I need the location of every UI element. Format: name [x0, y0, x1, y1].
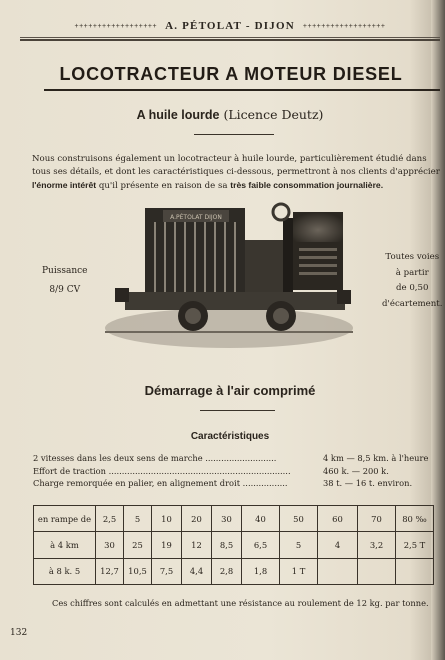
spec-label: 2 vitesses dans les deux sens de marche ...........................	[33, 453, 277, 463]
table-cell	[358, 558, 396, 584]
table-row	[34, 532, 434, 558]
page-header	[20, 18, 440, 34]
spec-label: Effort de traction .....................................................................	[33, 465, 291, 476]
table-cell: 60	[318, 506, 358, 532]
loco-nameplate: A.PÉTOLAT DIJON	[170, 214, 222, 221]
table-cell: 3,2	[358, 532, 396, 558]
power-block	[42, 262, 88, 300]
firm-name: A. PÉTOLAT - DIJON	[165, 20, 295, 32]
power-label: Puissance	[42, 266, 88, 276]
subtitle	[20, 107, 440, 122]
table-cell: 30	[212, 506, 242, 532]
table-cell: 4,4	[182, 558, 212, 584]
table-cell: 80 ‰	[396, 506, 434, 532]
specs-list	[33, 452, 443, 490]
table-row	[34, 506, 434, 532]
table-cell: 70	[358, 506, 396, 532]
page-title: LOCOTRACTEUR A MOTEUR DIESEL	[59, 64, 403, 84]
section-rule	[200, 410, 275, 411]
table-cell: 7,5	[152, 558, 182, 584]
track-line-4: d'écartement.	[382, 298, 443, 309]
spec-value: 38 t. — 16 t. environ.	[323, 478, 413, 488]
intro-text-1: Nous construisons également un locotracteur à huile lourde, particulièrement étudié dans tous ses détails, et dont les caractéristiques ci-dessous, permettront à nos clients d'apprécier	[32, 154, 440, 177]
spec-row	[33, 465, 443, 478]
intro-paragraph	[32, 153, 442, 193]
table-cell: 2,8	[212, 558, 242, 584]
intro-bold-1: l'énorme intérêt	[32, 180, 97, 190]
start-section-title: Démarrage à l'air comprimé	[144, 383, 316, 398]
table-cell: 6,5	[242, 532, 280, 558]
table-cell: 8,5	[212, 532, 242, 558]
locomotive-photo	[105, 200, 353, 350]
table-cell: 50	[280, 506, 318, 532]
power-value: 8/9 CV	[49, 285, 81, 295]
intro-text-2: qu'il présente en raison de sa	[96, 181, 231, 191]
table-cell: 4	[318, 532, 358, 558]
table-cell	[318, 558, 358, 584]
table-cell: à 8 k. 5	[34, 558, 96, 584]
table-cell: 19	[152, 532, 182, 558]
table-cell: 5	[280, 532, 318, 558]
spec-value: 460 k. — 200 k.	[323, 465, 389, 476]
gradient-load-table	[33, 505, 434, 585]
table-cell: 1,8	[242, 558, 280, 584]
subtitle-normal: (Licence Deutz)	[223, 107, 324, 122]
header-crosses-right: ++++++++++++++++++	[302, 22, 386, 30]
table-cell	[396, 558, 434, 584]
track-gauge-block	[382, 250, 443, 312]
table-cell: 30	[96, 532, 124, 558]
table-cell: à 4 km	[34, 532, 96, 558]
table-cell: 10,5	[124, 558, 152, 584]
table-cell: 40	[242, 506, 280, 532]
table-cell: 12,7	[96, 558, 124, 584]
spec-row	[33, 452, 443, 465]
spec-row	[33, 477, 443, 490]
subtitle-bold: A huile lourde	[136, 108, 220, 122]
table-cell: 12	[182, 532, 212, 558]
track-line-2: à partir	[395, 267, 429, 278]
spec-label: Charge remorquée en palier, en alignement droit .................	[33, 478, 288, 488]
intro-bold-2: très faible consommation journalière.	[230, 180, 384, 190]
table-cell: 25	[124, 532, 152, 558]
track-line-3: de 0,50	[396, 283, 429, 293]
page-number: 132	[10, 628, 28, 638]
characteristics-heading: Caractéristiques	[190, 431, 270, 442]
spec-value: 4 km — 8,5 km. à l'heure	[323, 453, 429, 463]
subtitle-rule	[194, 134, 274, 135]
table-cell: 10	[152, 506, 182, 532]
track-line-1: Toutes voies	[385, 252, 440, 262]
table-cell: 5	[124, 506, 152, 532]
title-underline	[44, 89, 440, 91]
table-cell: 20	[182, 506, 212, 532]
header-crosses-left: ++++++++++++++++++	[74, 22, 158, 30]
table-row	[34, 558, 434, 584]
table-cell: 2,5 T	[396, 532, 434, 558]
table-cell: en rampe de	[34, 506, 96, 532]
footnote: Ces chiffres sont calculés en admettant une résistance au roulement de 12 kg. par tonne.	[52, 598, 429, 608]
table-cell: 1 T	[280, 558, 318, 584]
header-rule-thick	[20, 39, 440, 41]
header-rule-thin	[20, 37, 440, 38]
table-cell: 2,5	[96, 506, 124, 532]
